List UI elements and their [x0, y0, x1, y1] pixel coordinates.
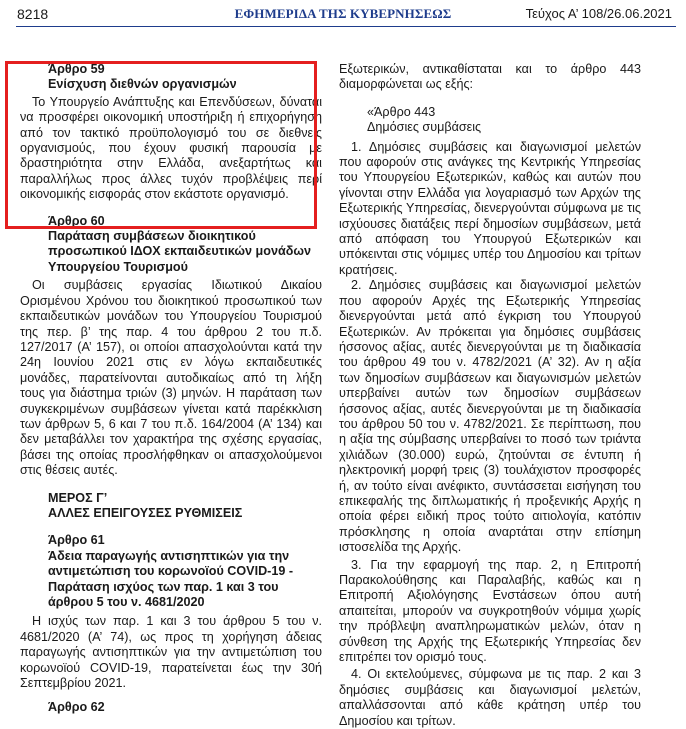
header-rule	[16, 26, 676, 27]
art60-text: Οι συμβάσεις εργασίας Ιδιωτικού Δικαίου Ορισμένου Χρόνου του διοικητικού προσωπικού των εκπαιδευτικών μονάδων του Υπουργείου Τουρισμού της περ. β’ της παρ. 4 του άρθρου 2 του π.δ. 127/2017 (Α’ 157), οι οποίοι απασχολούνται κατά την 24η Ιουνίου 2021 στις εν λόγω εκπαιδευτικές μονάδες, παρατείνονται αυτοδικαίως από τη λήξη τους για διάστημα τριών (3) μηνών. Η παράταση των συγκεκριμένων συμβάσεων γίνεται κατά παρέκκλιση των άρθρων 5, 6 και 7 του π.δ. 164/2004 (Α’ 134) και δεν μεταβάλλει τον χαρακτήρα της σχέσης εργασίας, βάσει της οποίας προσλήφθηκαν οι απασχολούμενοι στις θέσεις αυτές.	[20, 278, 322, 478]
art59-title: Άρθρο 59	[48, 62, 105, 76]
art59-heading: Ενίσχυση διεθνών οργανισμών	[48, 77, 237, 92]
part-title: ΜΕΡΟΣ Γ’	[48, 490, 108, 505]
issue-label: Τεύχος Α’ 108/26.06.2021	[525, 6, 672, 21]
intro-text: Εξωτερικών, αντικαθίσταται και το άρθρο 443 διαμορφώνεται ως εξής:	[339, 62, 641, 92]
art443-heading: Δημόσιες συμβάσεις	[367, 120, 482, 135]
page-header	[0, 0, 686, 46]
left-column	[20, 62, 322, 716]
part-heading: ΑΛΛΕΣ ΕΠΕΙΓΟΥΣΕΣ ΡΥΘΜΙΣΕΙΣ	[48, 505, 243, 520]
paragraph-1: 1. Δημόσιες συμβάσεις και διαγωνισμοί μελετών που αφορούν στις ανάγκες της Κεντρικής Υπηρεσίας του Υπουργείου Εξωτερικών, καθώς και αυτών που γίνονται στην Ελλάδα για λογαριασμό των Αρχών της Εξωτερικής Υπηρεσίας, διενεργούνται σύμφωνα με τις ισχύουσες διατάξεις περί δημοσίων συμβάσεων, μετά από απόφαση του Υπουργού Εξωτερικών και υπόκεινται στις νόμιμες υπέρ του Δημοσίου και τρίτων κρατήσεις.	[339, 139, 641, 277]
art61-text: Η ισχύς των παρ. 1 και 3 του άρθρου 5 του ν. 4681/2020 (Α’ 74), ως προς τη χορήγηση άδειας παραγωγής αντισηπτικών για την αντιμετώπιση του κορωνοϊού COVID-19, παρατείνεται έως την 30ή Σεπτεμβρίου 2021.	[20, 614, 322, 691]
art443-title: «Άρθρο 443	[367, 104, 436, 119]
right-column	[339, 62, 641, 729]
art60-heading: Παράταση συμβάσεων διοικητικού προσωπικού ΙΔΟΧ εκπαιδευτικών μονάδων Υπουργείου Τουρισμού	[48, 229, 311, 274]
gazette-title: ΕΦΗΜΕΡΙΔΑ ΤΗΣ ΚΥΒΕΡΝΗΣΕΩΣ	[234, 6, 452, 21]
page-number: 8218	[17, 6, 49, 22]
paragraph-4: 4. Οι εκτελούμενες, σύμφωνα με τις παρ. 2 και 3 δημόσιες συμβάσεις και διαγωνισμοί μελετών, απαλλάσσονται από κάθε κράτηση υπέρ του Δημοσίου και τρίτων.	[339, 667, 641, 728]
paragraph-3: 3. Για την εφαρμογή της παρ. 2, η Επιτροπή Παρακολούθησης και Παραλαβής, καθώς και η Επιτροπή Αξιολόγησης Ενστάσεων όπου αυτή απαιτείται, μπορούν να συγκροτηθούν νόμιμα χωρίς την πρόβλεψη αναπληρωματικών μελών, όταν η σύνθεση της Αρχής της Εξωτερικής Υπηρεσίας δεν επιτρέπει τον ορισμό τους.	[339, 557, 641, 665]
art59-text: Το Υπουργείο Ανάπτυξης και Επενδύσεων, δύναται να προσφέρει οικονομική υποστήριξη ή επιχορήγηση από τον τακτικό προϋπολογισμό του σε διεθνείς οργανισμούς, που έχουν φυσική παρουσία με δραστηριότητα στην Ελλάδα, ανεξαρτήτως και παραλλήλως προς άλλες τυχόν προβλέψεις περί οικονομικής εισφοράς στον εκάστοτε οργανισμό.	[20, 94, 322, 202]
paragraph-2: 2. Δημόσιες συμβάσεις και διαγωνισμοί μελετών που αφορούν Αρχές της Εξωτερικής Υπηρεσίας διενεργούνται μετά από έγκριση του Υπουργού Εξωτερικών. Αν πρόκειται για δημόσιες συμβάσεις ήσσονος αξίας, αυτές διενεργούνται με τη διαδικασία του άρθρου 49 του ν. 4782/2021 (Α’ 32). Αν η αξία των δημοσίων συμβάσεων και διαγωνισμών μελετών υπερβαίνει αυτών των δημοσίων συμβάσεων ήσσονος αξίας, αυτές διενεργούνται με τη διαδικασία του άρθρου 50 του ν. 4782/2021. Σε περίπτωση, που η αξία της σύμβασης υπερβαίνει το ποσό των τριάντα χιλιάδων (30.000) ευρώ, ζητούνται σε έντυπη ή ηλεκτρονική μορφή τρεις (3) τουλάχιστον προσφορές ή, αν τούτο είναι ανέφικτο, συντάσσεται εισήγηση του επικεφαλής της διπλωματικής ή προξενικής Αρχής η οποία φέρει ειδική προς τούτο αιτιολογία, κατόπιν πρόσκλησης η οποία αναρτάται στην επίσημη ιστοσελίδα της Αρχής.	[339, 278, 641, 555]
art60-title: Άρθρο 60	[48, 213, 105, 228]
art61-title: Άρθρο 61	[48, 533, 105, 548]
art61-heading: Άδεια παραγωγής αντισηπτικών για την αντιμετώπιση του κορωνοϊού COVID-19 - Παράταση ισχύος των παρ. 1 και 3 του άρθρου 5 του ν. 4681/2020	[48, 548, 294, 609]
art62-title: Άρθρο 62	[48, 700, 105, 715]
